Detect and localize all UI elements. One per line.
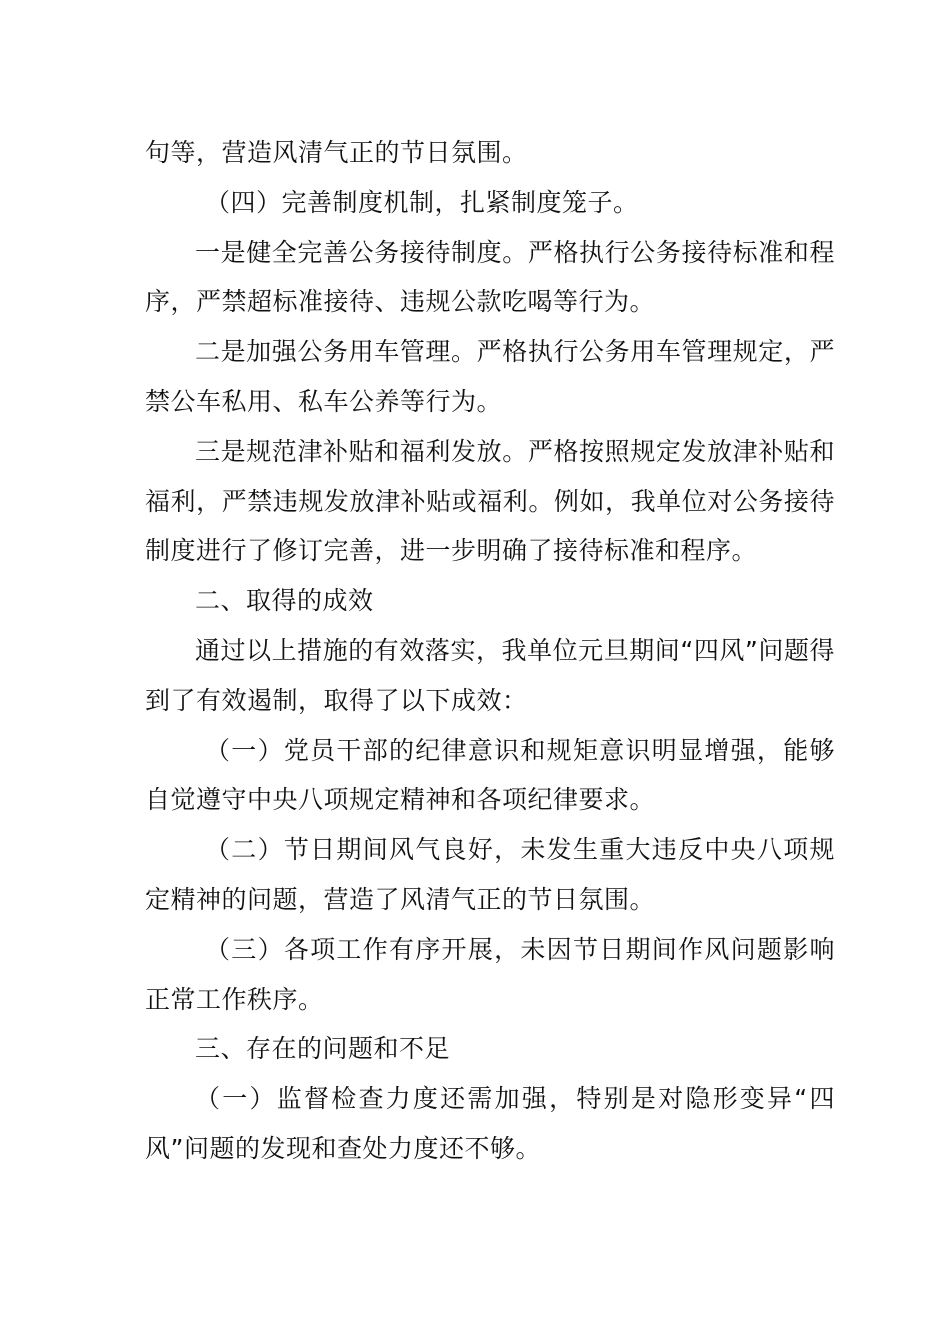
section-heading-problems: 三、存在的问题和不足 (195, 1034, 451, 1064)
document-body (145, 128, 835, 1174)
paragraph-allowance-welfare: 三是规范津补贴和福利发放。严格按照规定发放津补贴和福利，严禁违规发放津补贴或福利。例如，我单位对公务接待制度进行了修订完善，进一步明确了接待标准和程序。 (145, 436, 835, 566)
paragraph-problem-one: （一）监督检查力度还需加强，特别是对隐形变异“四风”问题的发现和查处力度还不够。 (145, 1084, 835, 1163)
paragraph-achievement-one: （一）党员干部的纪律意识和规矩意识明显增强，能够自觉遵守中央八项规定精神和各项纪律要求。 (145, 735, 835, 815)
paragraph-continuation: 句等，营造风清气正的节日氛围。 (145, 138, 528, 167)
section-heading-four: （四）完善制度机制，扎紧制度笼子。 (205, 187, 639, 217)
paragraph-reception-system: 一是健全完善公务接待制度。严格执行公务接待标准和程序，严禁超标准接待、违规公款吃喝等行为。 (145, 237, 835, 317)
paragraph-achievements-intro: 通过以上措施的有效落实，我单位元旦期间“四风”问题得到了有效遏制，取得了以下成效： (145, 635, 835, 715)
section-heading-achievements: 二、取得的成效 (195, 586, 374, 616)
paragraph-vehicle-management: 二是加强公务用车管理。严格执行公务用车管理规定，严禁公车私用、私车公养等行为。 (145, 337, 835, 416)
paragraph-achievement-three: （三）各项工作有序开展，未因节日期间作风问题影响正常工作秩序。 (145, 934, 835, 1014)
paragraph-achievement-two: （二）节日期间风气良好，未发生重大违反中央八项规定精神的问题，营造了风清气正的节日氛围。 (145, 835, 835, 914)
